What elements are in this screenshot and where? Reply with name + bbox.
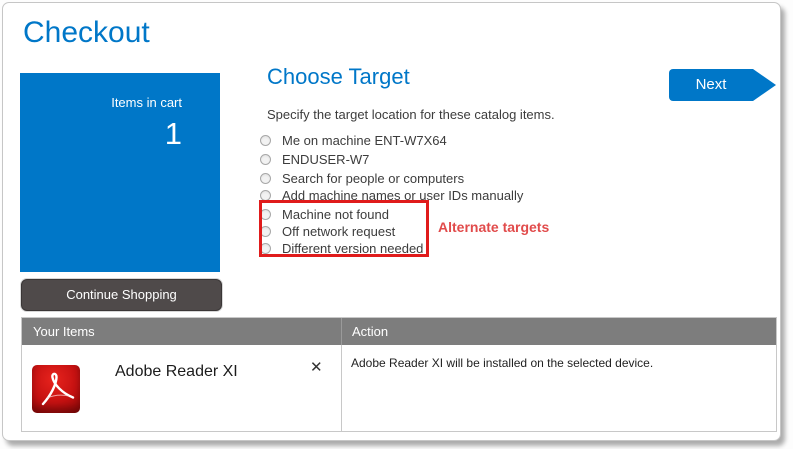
item-action-text: Adobe Reader XI will be installed on the selected device.	[351, 356, 654, 370]
cart-summary-tile	[20, 73, 220, 272]
target-option-label: ENDUSER-W7	[282, 151, 370, 167]
target-option-label: Different version needed	[282, 240, 424, 256]
radio-button-icon[interactable]	[260, 135, 271, 146]
cart-items-count: 1	[164, 116, 182, 151]
radio-button-icon[interactable]	[260, 243, 271, 254]
choose-target-heading: Choose Target	[267, 64, 410, 89]
target-option-label: Off network request	[282, 223, 396, 239]
adobe-reader-swirl	[32, 365, 80, 413]
checkout-page	[2, 2, 781, 441]
target-option-label: Add machine names or user IDs manually	[282, 187, 524, 203]
radio-button-icon[interactable]	[260, 226, 271, 237]
target-option-off-network-request[interactable]	[260, 223, 395, 239]
target-option-machine-not-found[interactable]	[260, 206, 389, 222]
target-option-label: Search for people or computers	[282, 170, 465, 186]
page-title: Checkout	[23, 16, 150, 49]
target-option-enduser-w7[interactable]	[260, 151, 369, 167]
radio-button-icon[interactable]	[260, 190, 271, 201]
alternate-targets-annotation: Alternate targets	[438, 219, 550, 235]
radio-button-icon[interactable]	[260, 173, 271, 184]
cart-items-label: Items in cart	[111, 95, 182, 110]
continue-shopping-button[interactable]: Continue Shopping	[21, 279, 222, 311]
radio-button-icon[interactable]	[260, 209, 271, 220]
table-column-divider	[341, 345, 342, 431]
target-instructions: Specify the target location for these catalog items.	[267, 107, 555, 122]
column-header-your-items: Your Items	[33, 324, 95, 339]
target-option-me-on-machine[interactable]	[260, 132, 447, 148]
remove-item-icon[interactable]: ✕	[310, 359, 323, 376]
table-header-row	[22, 318, 776, 345]
target-option-different-version[interactable]	[260, 240, 423, 256]
target-option-label: Machine not found	[282, 206, 389, 222]
column-header-action: Action	[341, 318, 776, 345]
next-button[interactable]: Next	[669, 69, 753, 101]
radio-button-icon[interactable]	[260, 154, 271, 165]
your-items-table	[21, 317, 777, 432]
target-option-search-people-computers[interactable]	[260, 170, 464, 186]
target-option-label: Me on machine ENT-W7X64	[282, 132, 447, 148]
target-option-add-manually[interactable]	[260, 187, 523, 203]
item-name: Adobe Reader XI	[115, 363, 238, 380]
adobe-reader-icon	[32, 365, 80, 413]
